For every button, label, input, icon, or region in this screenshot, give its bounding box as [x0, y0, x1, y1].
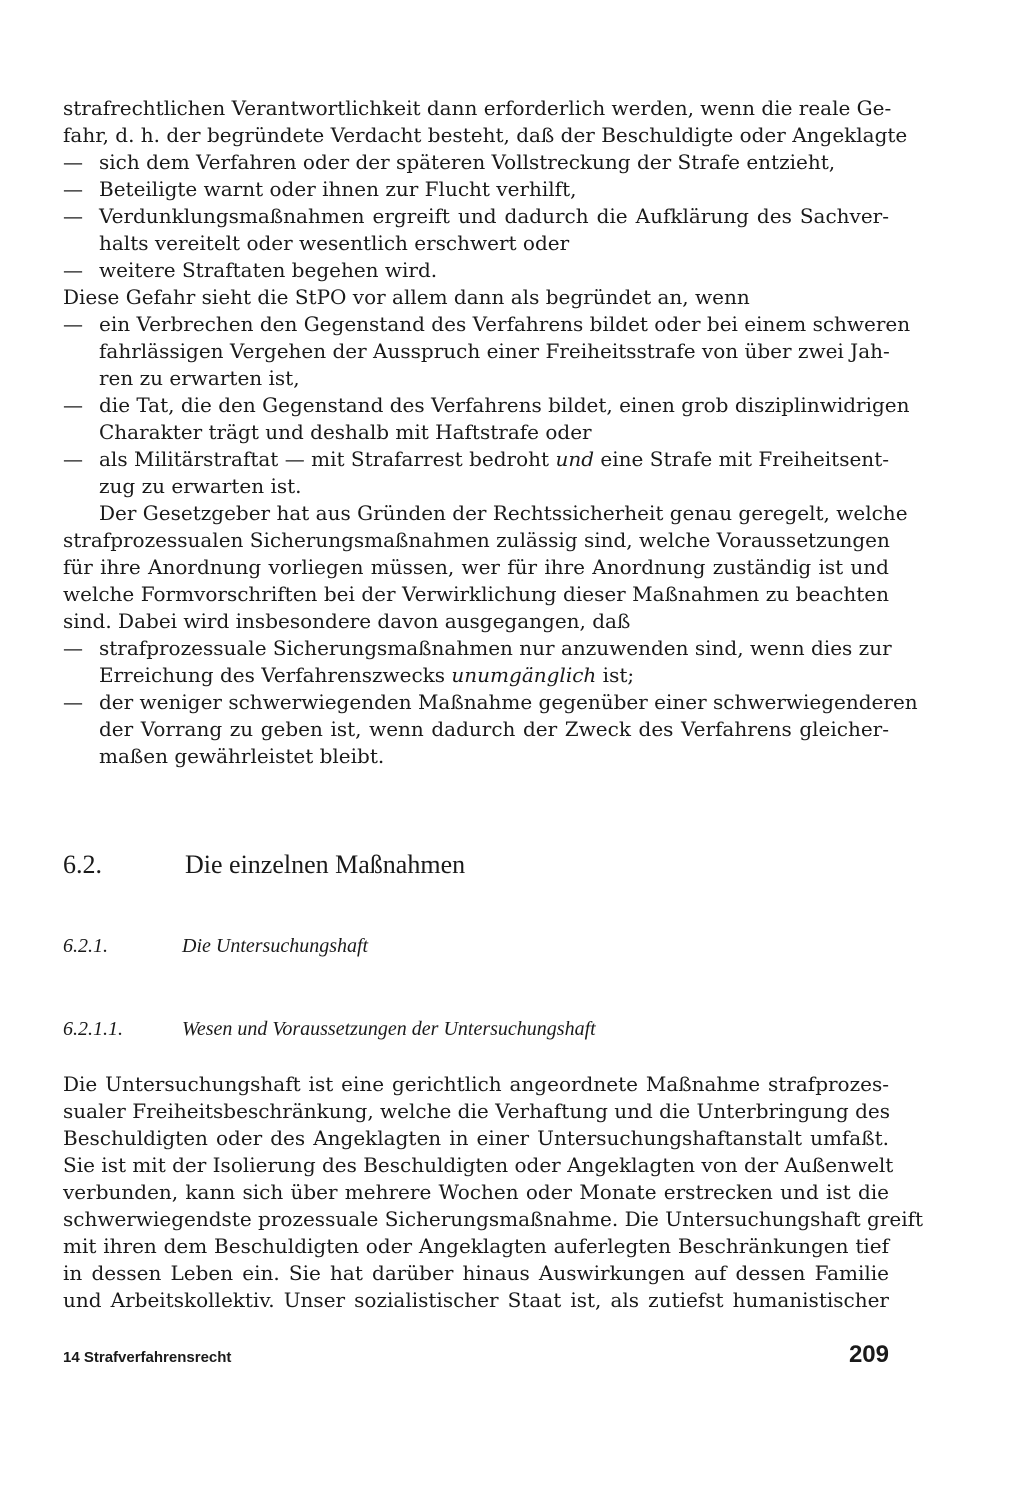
dash-bullet: —	[63, 636, 83, 660]
dash-bullet: —	[63, 447, 83, 471]
dash-bullet: —	[63, 393, 83, 417]
text-line: maßen gewährleistet bleibt.	[99, 744, 385, 768]
list-item	[63, 149, 889, 176]
text-block-bottom	[63, 1071, 924, 1314]
text-line: halts vereitelt oder wesentlich erschwert oder	[99, 231, 570, 255]
text-line: Diese Gefahr sieht die StPO vor allem dann als begründet an, wenn	[63, 285, 750, 309]
text-line	[99, 446, 889, 473]
text-line	[99, 662, 889, 689]
text-line: Sie ist mit der Isolierung des Beschuldigten oder Angeklagten von der Außenwelt	[63, 1153, 894, 1177]
text-line: in dessen Leben ein. Sie hat darüber hinaus Auswirkungen auf dessen Familie	[63, 1261, 889, 1285]
text-line: fahr, d. h. der begründete Verdacht besteht, daß der Beschuldigte oder Angeklagte	[63, 123, 908, 147]
text-line: verbunden, kann sich über mehrere Wochen oder Monate erstrecken und ist die	[63, 1180, 889, 1204]
text-line: sich dem Verfahren oder der späteren Vollstreckung der Strafe entzieht,	[99, 150, 836, 174]
dash-bullet: —	[63, 312, 83, 336]
text-line: strafprozessuale Sicherungsmaßnahmen nur anzuwenden sind, wenn dies zur	[99, 636, 892, 660]
text-line: schwerwiegendste prozessuale Sicherungsmaßnahme. Die Untersuchungshaft greift	[63, 1207, 924, 1231]
page-footer	[63, 1341, 889, 1375]
text-segment: Erreichung des Verfahrenszwecks	[99, 663, 452, 687]
text-line: welche Formvorschriften bei der Verwirklichung dieser Maßnahmen zu beachten	[63, 582, 889, 606]
emphasis-text: unumgänglich	[451, 663, 597, 687]
list-item	[63, 635, 892, 689]
text-line: weitere Straftaten begehen wird.	[99, 258, 438, 282]
text-line: sualer Freiheitsbeschränkung, welche die Verhaftung und die Unterbringung des	[63, 1099, 890, 1123]
text-segment: als Militärstraftat — mit Strafarrest bedroht	[99, 447, 556, 471]
text-line: ein Verbrechen den Gegenstand des Verfahrens bildet oder bei einem schweren	[99, 312, 911, 336]
subsubsection-number: 6.2.1.1.	[63, 1018, 123, 1040]
dash-bullet: —	[63, 690, 83, 714]
text-line: für ihre Anordnung vorliegen müssen, wer für ihre Anordnung zuständig ist und	[63, 555, 889, 579]
emphasis-text: und	[555, 447, 595, 471]
section-title: Die einzelnen Maßnahmen	[185, 850, 466, 879]
subsubsection-title: Wesen und Voraussetzungen der Untersuchungshaft	[182, 1018, 596, 1040]
footer-signature: 14 Strafverfahrensrecht	[63, 1349, 232, 1366]
list-item	[63, 257, 889, 284]
text-line: Charakter trägt und deshalb mit Haftstrafe oder	[99, 420, 592, 444]
subsection-number: 6.2.1.	[63, 935, 108, 957]
page-number: 209	[848, 1341, 889, 1368]
section-number: 6.2.	[63, 850, 102, 879]
text-line: sind. Dabei wird insbesondere davon ausgegangen, daß	[63, 609, 631, 633]
text-line: und Arbeitskollektiv. Unser sozialistischer Staat ist, als zutiefst humanistischer	[63, 1288, 889, 1312]
dash-bullet: —	[63, 204, 83, 228]
list-item	[63, 176, 889, 203]
text-line: der Vorrang zu geben ist, wenn dadurch der Zweck des Verfahrens gleicher-	[99, 717, 889, 741]
list-item	[63, 446, 889, 500]
text-line: Beschuldigten oder des Angeklagten in einer Untersuchungshaftanstalt umfaßt.	[63, 1126, 889, 1150]
text-line: strafprozessualen Sicherungsmaßnahmen zulässig sind, welche Voraussetzungen	[63, 528, 890, 552]
text-line: mit ihren dem Beschuldigten oder Angeklagten auferlegten Beschränkungen tief	[63, 1234, 889, 1258]
text-line: fahrlässigen Vergehen der Ausspruch einer Freiheitsstrafe von über zwei Jah-	[99, 339, 890, 363]
text-segment: ist;	[596, 663, 635, 687]
list-item	[63, 392, 910, 446]
dash-bullet: —	[63, 150, 83, 174]
text-line: der weniger schwerwiegenden Maßnahme gegenüber einer schwerwiegenderen	[99, 690, 918, 714]
text-line: ren zu erwarten ist,	[99, 366, 300, 390]
text-line: strafrechtlichen Verantwortlichkeit dann erforderlich werden, wenn die reale Ge-	[63, 96, 892, 120]
text-line: Der Gesetzgeber hat aus Gründen der Rechtssicherheit genau geregelt, welche	[99, 501, 908, 525]
subsection-title: Die Untersuchungshaft	[182, 935, 369, 957]
dash-bullet: —	[63, 258, 83, 282]
list-item	[63, 689, 918, 770]
dash-bullet: —	[63, 177, 83, 201]
text-line: die Tat, die den Gegenstand des Verfahrens bildet, einen grob disziplinwidrigen	[99, 393, 910, 417]
text-line: Verdunklungsmaßnahmen ergreift und dadurch die Aufklärung des Sachver-	[99, 204, 889, 228]
text-line: Die Untersuchungshaft ist eine gerichtlich angeordnete Maßnahme strafprozes-	[63, 1072, 889, 1096]
text-line: Beteiligte warnt oder ihnen zur Flucht verhilft,	[99, 177, 577, 201]
text-block-top	[63, 95, 918, 770]
list-item	[63, 203, 889, 257]
text-segment: eine Strafe mit Freiheitsent-	[594, 447, 889, 471]
list-item	[63, 311, 911, 392]
text-line: zug zu erwarten ist.	[99, 474, 302, 498]
